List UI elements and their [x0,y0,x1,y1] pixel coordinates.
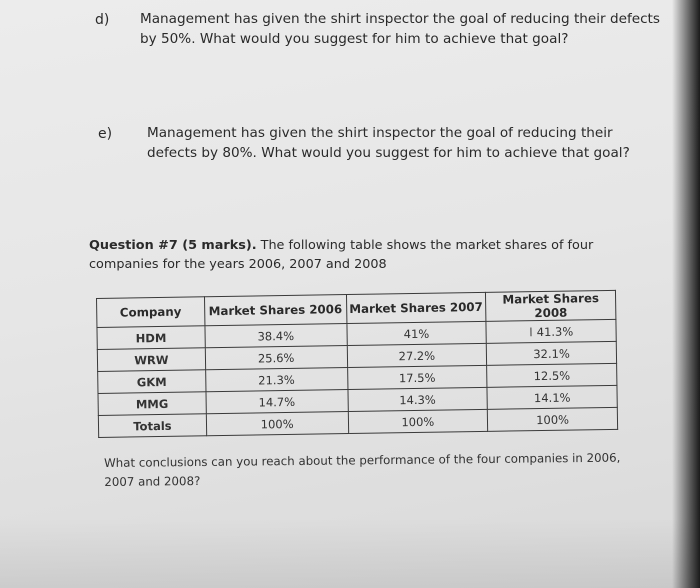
value-cell: 32.1% [486,341,616,365]
value-cell: 100% [348,409,488,433]
company-cell: MMG [98,392,206,416]
value-cell: 21.3% [205,368,347,392]
value-cell: 27.2% [347,343,487,367]
value-cell: 25.6% [205,346,347,370]
header-2007: Market Shares 2007 [346,292,486,323]
market-share-table-wrap [96,290,618,438]
question-7-heading: Question #7 (5 marks). [89,238,257,253]
header-company: Company [97,297,205,328]
value-cell: 41% [346,321,486,345]
question-d-label: d) [95,12,110,28]
value-cell: 14.1% [487,385,617,409]
photo-shadow [0,518,700,588]
value-cell: 17.5% [347,365,487,389]
value-cell: 12.5% [487,363,617,387]
question-7-intro: The following table shows the market shares of four companies for the years 2006, 2007 and 2008 [89,238,594,272]
question-d-text: Management has given the shirt inspector the goal of reducing their defects by 50%. What would you suggest for him to achieve that goal? [140,11,660,47]
text-cursor-icon: I [529,324,533,339]
header-2008: Market Shares 2008 [486,290,616,321]
question-e-text: Management has given the shirt inspector the goal of reducing their defects by 80%. What would you suggest for him to achieve that goal? [147,125,630,161]
value-cell: 38.4% [205,324,347,348]
value-cell: 100% [488,407,618,431]
company-cell: WRW [97,348,205,372]
question-e-label: e) [98,126,113,142]
value-cell-with-cursor [486,319,616,343]
question-7 [89,236,629,274]
value-cell: 41.3% [536,324,574,339]
screen-edge [672,0,700,588]
value-cell: 14.7% [206,390,348,414]
value-cell: 14.3% [348,387,488,411]
company-cell: HDM [97,326,205,350]
conclusion-question: What conclusions can you reach about the performance of the four companies in 2006, 2007 and 2008? [104,450,621,489]
header-2006: Market Shares 2006 [204,295,346,326]
market-share-table [96,290,618,438]
company-cell: GKM [98,370,206,394]
company-cell: Totals [98,414,206,438]
value-cell: 100% [206,412,348,436]
